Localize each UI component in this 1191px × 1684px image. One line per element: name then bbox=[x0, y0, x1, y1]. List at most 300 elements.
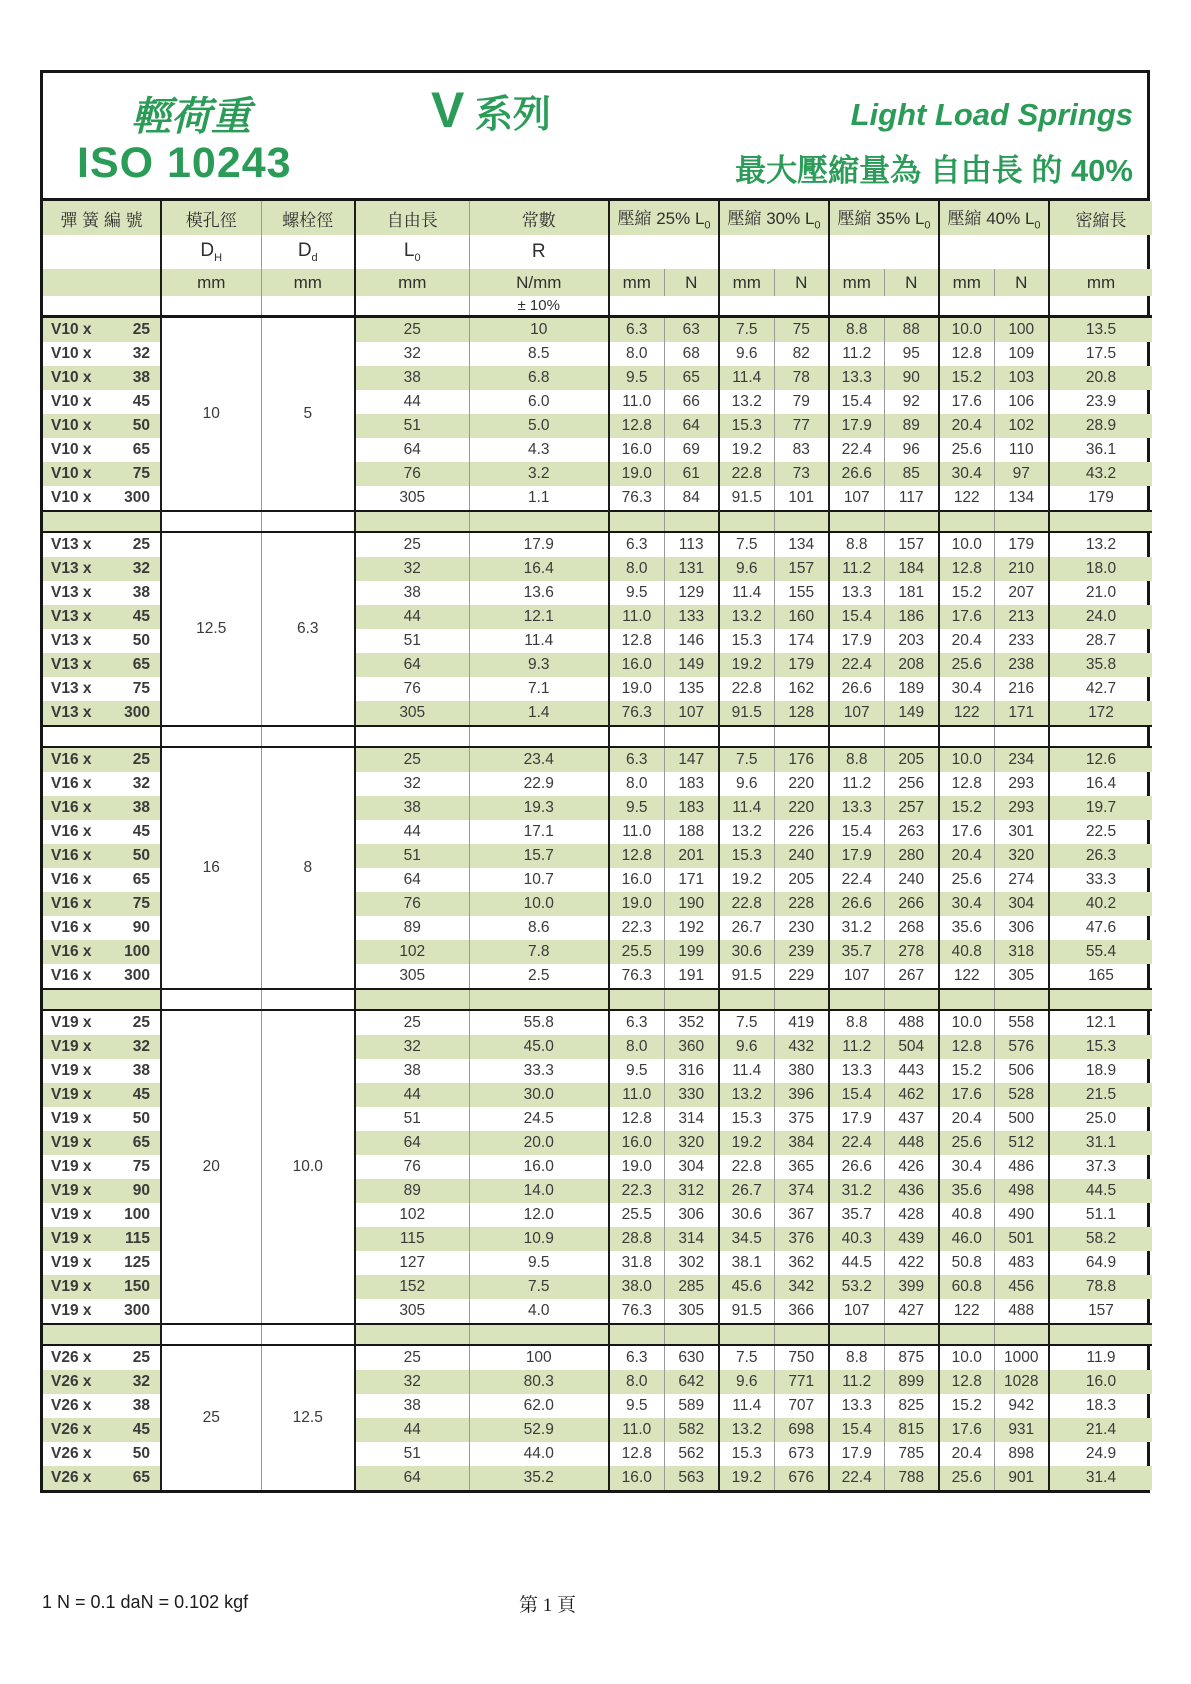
c30-mm: 26.7 bbox=[719, 1179, 774, 1203]
c40-mm: 17.6 bbox=[939, 820, 994, 844]
c30-mm: 13.2 bbox=[719, 1418, 774, 1442]
spring-number-cell bbox=[43, 1394, 161, 1418]
c30-mm: 13.2 bbox=[719, 390, 774, 414]
spring-size: 45 bbox=[132, 823, 150, 840]
c40-n: 490 bbox=[994, 1203, 1049, 1227]
spring-number-cell bbox=[43, 1179, 161, 1203]
rate-value: 5.0 bbox=[469, 414, 609, 438]
symbol-blank bbox=[939, 235, 1049, 269]
c25-n: 147 bbox=[664, 747, 719, 772]
symbol-blank bbox=[719, 235, 829, 269]
rate-value: 100 bbox=[469, 1345, 609, 1370]
c40-n: 456 bbox=[994, 1275, 1049, 1299]
c40-mm: 20.4 bbox=[939, 414, 994, 438]
c30-n: 771 bbox=[774, 1370, 829, 1394]
rate-value: 33.3 bbox=[469, 1059, 609, 1083]
separator-cell bbox=[994, 1324, 1049, 1345]
l0-value: 38 bbox=[355, 1394, 469, 1418]
separator-cell bbox=[939, 1324, 994, 1345]
c35-mm: 107 bbox=[829, 1299, 884, 1324]
c25-n: 66 bbox=[664, 390, 719, 414]
separator-cell bbox=[664, 989, 719, 1010]
l0-value: 38 bbox=[355, 366, 469, 390]
spring-number-cell bbox=[43, 964, 161, 989]
c40-n: 100 bbox=[994, 317, 1049, 343]
symbol-blank bbox=[829, 235, 939, 269]
separator-cell bbox=[43, 989, 161, 1010]
unit-cell: mm bbox=[829, 269, 884, 296]
separator-cell bbox=[261, 511, 355, 532]
c30-mm: 13.2 bbox=[719, 1083, 774, 1107]
spring-prefix: V13 x bbox=[51, 560, 92, 577]
c25-mm: 9.5 bbox=[609, 796, 664, 820]
c35-mm: 53.2 bbox=[829, 1275, 884, 1299]
col-header-compress-25: 壓縮 25% $L_0$ bbox=[609, 201, 719, 235]
c40-n: 898 bbox=[994, 1442, 1049, 1466]
separator-cell bbox=[609, 989, 664, 1010]
col-header-spring-no: 彈 簧 編 號 bbox=[43, 201, 161, 235]
c35-n: 443 bbox=[884, 1059, 939, 1083]
spring-prefix: V16 x bbox=[51, 967, 92, 984]
c25-mm: 12.8 bbox=[609, 1442, 664, 1466]
c35-mm: 13.3 bbox=[829, 1059, 884, 1083]
spring-prefix: V10 x bbox=[51, 345, 92, 362]
c35-n: 280 bbox=[884, 844, 939, 868]
c40-mm: 12.8 bbox=[939, 557, 994, 581]
separator-cell bbox=[161, 1324, 261, 1345]
c35-n: 263 bbox=[884, 820, 939, 844]
spring-number bbox=[43, 1445, 160, 1463]
c30-mm: 19.2 bbox=[719, 653, 774, 677]
c30-mm: 19.2 bbox=[719, 868, 774, 892]
c35-mm: 40.3 bbox=[829, 1227, 884, 1251]
l0-value: 25 bbox=[355, 317, 469, 343]
separator-cell bbox=[1049, 1324, 1152, 1345]
c35-n: 899 bbox=[884, 1370, 939, 1394]
c35-mm: 15.4 bbox=[829, 1083, 884, 1107]
l0-value: 25 bbox=[355, 747, 469, 772]
tolerance-blank bbox=[829, 296, 939, 317]
spring-size: 100 bbox=[124, 943, 150, 960]
l0-value: 89 bbox=[355, 1179, 469, 1203]
spring-size: 300 bbox=[124, 967, 150, 984]
c35-n: 181 bbox=[884, 581, 939, 605]
tolerance-blank bbox=[261, 296, 355, 317]
c25-mm: 6.3 bbox=[609, 532, 664, 557]
c35-n: 428 bbox=[884, 1203, 939, 1227]
spring-number bbox=[43, 369, 160, 387]
spring-size: 38 bbox=[132, 1062, 150, 1079]
spring-number-cell bbox=[43, 1442, 161, 1466]
c30-n: 396 bbox=[774, 1083, 829, 1107]
c30-n: 73 bbox=[774, 462, 829, 486]
c35-mm: 11.2 bbox=[829, 342, 884, 366]
separator-cell bbox=[994, 726, 1049, 747]
separator-cell bbox=[609, 726, 664, 747]
solid-length-value: 55.4 bbox=[1049, 940, 1152, 964]
unit-cell: mm bbox=[355, 269, 469, 296]
spring-number-cell bbox=[43, 1131, 161, 1155]
spring-size: 32 bbox=[132, 1038, 150, 1055]
c40-n: 216 bbox=[994, 677, 1049, 701]
separator-cell bbox=[161, 726, 261, 747]
c25-mm: 9.5 bbox=[609, 366, 664, 390]
solid-length-value: 33.3 bbox=[1085, 871, 1117, 888]
c35-n: 427 bbox=[884, 1299, 939, 1324]
rate-value: 20.0 bbox=[469, 1131, 609, 1155]
spring-prefix: V13 x bbox=[51, 536, 92, 553]
l0-value: 102 bbox=[355, 940, 469, 964]
solid-length-value: 28.9 bbox=[1049, 414, 1152, 438]
c25-n: 191 bbox=[664, 964, 719, 989]
table-row bbox=[43, 1345, 1152, 1370]
c25-n: 188 bbox=[664, 820, 719, 844]
c25-mm: 11.0 bbox=[609, 820, 664, 844]
table-row bbox=[43, 317, 1152, 343]
c25-mm: 38.0 bbox=[609, 1275, 664, 1299]
l0-value: 44 bbox=[355, 390, 469, 414]
rate-value: 80.3 bbox=[469, 1370, 609, 1394]
unit-cell: N bbox=[994, 269, 1049, 296]
c30-mm: 91.5 bbox=[719, 701, 774, 726]
dh-value: 12.5 bbox=[161, 532, 261, 726]
solid-length-value: 24.9 bbox=[1085, 1445, 1117, 1462]
rate-value: 9.3 bbox=[469, 653, 609, 677]
spring-prefix: V19 x bbox=[51, 1206, 92, 1223]
c35-mm: 26.6 bbox=[829, 462, 884, 486]
separator-cell bbox=[1049, 989, 1152, 1010]
c30-mm: 19.2 bbox=[719, 1466, 774, 1490]
rate-value: 6.0 bbox=[469, 390, 609, 414]
c30-mm: 9.6 bbox=[719, 1370, 774, 1394]
c35-mm: 44.5 bbox=[829, 1251, 884, 1275]
c35-mm: 35.7 bbox=[829, 1203, 884, 1227]
c25-mm: 11.0 bbox=[609, 1418, 664, 1442]
c25-mm: 6.3 bbox=[609, 1010, 664, 1035]
rate-value: 10 bbox=[469, 317, 609, 343]
c40-mm: 122 bbox=[939, 1299, 994, 1324]
c25-n: 68 bbox=[664, 342, 719, 366]
c35-mm: 107 bbox=[829, 486, 884, 511]
separator-cell bbox=[664, 726, 719, 747]
c40-mm: 25.6 bbox=[939, 1131, 994, 1155]
c30-mm: 13.2 bbox=[719, 605, 774, 629]
c25-mm: 11.0 bbox=[609, 390, 664, 414]
l0-value: 44 bbox=[355, 1418, 469, 1442]
symbol-blank bbox=[43, 235, 161, 269]
l0-value: 305 bbox=[355, 486, 469, 511]
c25-n: 199 bbox=[664, 940, 719, 964]
c25-n: 320 bbox=[664, 1131, 719, 1155]
spring-number-cell bbox=[43, 1155, 161, 1179]
c25-mm: 9.5 bbox=[609, 581, 664, 605]
separator-cell bbox=[939, 989, 994, 1010]
c35-mm: 31.2 bbox=[829, 916, 884, 940]
l0-value: 89 bbox=[355, 916, 469, 940]
table-row bbox=[43, 747, 1152, 772]
c30-n: 157 bbox=[774, 557, 829, 581]
c30-n: 176 bbox=[774, 747, 829, 772]
c35-mm: 35.7 bbox=[829, 940, 884, 964]
c40-n: 942 bbox=[994, 1394, 1049, 1418]
c40-n: 207 bbox=[994, 581, 1049, 605]
separator-cell bbox=[884, 511, 939, 532]
c35-n: 462 bbox=[884, 1083, 939, 1107]
unit-cell: mm bbox=[1086, 272, 1116, 292]
spring-number-cell bbox=[43, 653, 161, 677]
solid-length-value: 58.2 bbox=[1049, 1227, 1152, 1251]
c40-n: 293 bbox=[994, 772, 1049, 796]
spring-number bbox=[43, 584, 160, 602]
c30-n: 365 bbox=[774, 1155, 829, 1179]
c35-n: 815 bbox=[884, 1418, 939, 1442]
c25-mm: 76.3 bbox=[609, 964, 664, 989]
dh-value: 25 bbox=[161, 1345, 261, 1490]
solid-length-value: 19.7 bbox=[1049, 796, 1152, 820]
c40-mm: 12.8 bbox=[939, 772, 994, 796]
col-header-l0: 自由長 bbox=[355, 201, 469, 235]
c35-mm: 107 bbox=[829, 964, 884, 989]
spring-prefix: V19 x bbox=[51, 1302, 92, 1319]
rate-value: 62.0 bbox=[469, 1394, 609, 1418]
c35-mm: 17.9 bbox=[829, 1107, 884, 1131]
spring-number bbox=[43, 1158, 160, 1176]
spring-prefix: V26 x bbox=[51, 1397, 92, 1414]
iso-standard: ISO 10243 bbox=[77, 139, 292, 187]
rate-value: 55.8 bbox=[469, 1010, 609, 1035]
c40-n: 274 bbox=[994, 868, 1049, 892]
solid-length-value: 13.5 bbox=[1049, 317, 1152, 343]
c30-n: 432 bbox=[774, 1035, 829, 1059]
spring-size: 300 bbox=[124, 1302, 150, 1319]
spring-number-cell bbox=[43, 390, 161, 414]
c25-n: 285 bbox=[664, 1275, 719, 1299]
rate-value: 1.4 bbox=[469, 701, 609, 726]
c25-mm: 8.0 bbox=[609, 557, 664, 581]
c40-n: 210 bbox=[994, 557, 1049, 581]
c30-n: 384 bbox=[774, 1131, 829, 1155]
c40-n: 318 bbox=[994, 940, 1049, 964]
series-letter: V bbox=[431, 82, 465, 138]
spring-prefix: V16 x bbox=[51, 799, 92, 816]
l0-value: 305 bbox=[355, 701, 469, 726]
spring-prefix: V16 x bbox=[51, 943, 92, 960]
solid-length-value: 21.4 bbox=[1049, 1418, 1152, 1442]
c25-n: 190 bbox=[664, 892, 719, 916]
solid-length-value: 20.8 bbox=[1049, 366, 1152, 390]
c40-mm: 50.8 bbox=[939, 1251, 994, 1275]
solid-length-value: 179 bbox=[1088, 489, 1114, 506]
spring-number bbox=[43, 967, 160, 985]
c30-n: 78 bbox=[774, 366, 829, 390]
c30-mm: 11.4 bbox=[719, 1394, 774, 1418]
c35-mm: 15.4 bbox=[829, 605, 884, 629]
spring-size: 50 bbox=[132, 1445, 150, 1462]
symbol-r: R bbox=[469, 235, 609, 269]
c30-mm: 11.4 bbox=[719, 581, 774, 605]
symbol-dh: $D_H$ bbox=[161, 235, 261, 269]
separator-cell bbox=[719, 989, 774, 1010]
c30-mm: 26.7 bbox=[719, 916, 774, 940]
separator-cell bbox=[884, 726, 939, 747]
c40-mm: 35.6 bbox=[939, 916, 994, 940]
rate-value: 7.5 bbox=[469, 1275, 609, 1299]
rate-value: 30.0 bbox=[469, 1083, 609, 1107]
solid-length-value: 31.1 bbox=[1049, 1131, 1152, 1155]
separator-cell bbox=[43, 511, 161, 532]
dh-value: 20 bbox=[161, 1010, 261, 1324]
c30-n: 673 bbox=[774, 1442, 829, 1466]
c25-n: 316 bbox=[664, 1059, 719, 1083]
unit-cell: mm bbox=[161, 269, 261, 296]
solid-length-value: 17.5 bbox=[1085, 345, 1117, 362]
spring-number bbox=[43, 943, 160, 961]
spring-number bbox=[43, 1469, 160, 1487]
c40-n: 320 bbox=[994, 844, 1049, 868]
c40-n: 528 bbox=[994, 1083, 1049, 1107]
unit-cell bbox=[43, 269, 161, 296]
col-header-compress-30: 壓縮 30% $L_0$ bbox=[719, 201, 829, 235]
spring-size: 65 bbox=[132, 441, 150, 458]
spring-prefix: V26 x bbox=[51, 1373, 92, 1390]
c30-mm: 9.6 bbox=[719, 557, 774, 581]
spring-number-cell bbox=[43, 1227, 161, 1251]
spring-number bbox=[43, 417, 160, 435]
rate-value: 35.2 bbox=[469, 1466, 609, 1490]
l0-value: 115 bbox=[355, 1227, 469, 1251]
rate-value: 2.5 bbox=[469, 964, 609, 989]
spring-number bbox=[43, 775, 160, 793]
c30-n: 342 bbox=[774, 1275, 829, 1299]
unit-cell: N/mm bbox=[469, 269, 609, 296]
solid-length-value: 18.3 bbox=[1085, 1397, 1117, 1414]
spring-number bbox=[43, 680, 160, 698]
c40-n: 213 bbox=[994, 605, 1049, 629]
spring-prefix: V16 x bbox=[51, 823, 92, 840]
c25-n: 133 bbox=[664, 605, 719, 629]
c25-mm: 11.0 bbox=[609, 605, 664, 629]
spring-number bbox=[43, 1110, 160, 1128]
spring-number bbox=[43, 656, 160, 674]
rate-value: 19.3 bbox=[469, 796, 609, 820]
l0-value: 64 bbox=[355, 438, 469, 462]
separator-cell bbox=[774, 511, 829, 532]
l0-value: 64 bbox=[355, 868, 469, 892]
c35-n: 504 bbox=[884, 1035, 939, 1059]
rate-value: 11.4 bbox=[469, 629, 609, 653]
col-header-compress-40: 壓縮 40% $L_0$ bbox=[939, 201, 1049, 235]
c30-mm: 30.6 bbox=[719, 940, 774, 964]
rate-value: 16.0 bbox=[469, 1155, 609, 1179]
spring-number bbox=[43, 1086, 160, 1104]
l0-value: 32 bbox=[355, 1035, 469, 1059]
l0-value: 44 bbox=[355, 820, 469, 844]
c35-n: 184 bbox=[884, 557, 939, 581]
l0-value: 305 bbox=[355, 1299, 469, 1324]
c40-mm: 40.8 bbox=[939, 940, 994, 964]
spring-number-cell bbox=[43, 916, 161, 940]
c25-n: 582 bbox=[664, 1418, 719, 1442]
c30-mm: 22.8 bbox=[719, 677, 774, 701]
c25-n: 61 bbox=[664, 462, 719, 486]
series-title bbox=[431, 81, 551, 139]
solid-length-value: 16.0 bbox=[1049, 1370, 1152, 1394]
c25-mm: 16.0 bbox=[609, 438, 664, 462]
c25-n: 171 bbox=[664, 868, 719, 892]
c25-n: 183 bbox=[664, 796, 719, 820]
spring-prefix: V13 x bbox=[51, 584, 92, 601]
c30-mm: 11.4 bbox=[719, 1059, 774, 1083]
c25-mm: 19.0 bbox=[609, 892, 664, 916]
solid-length-value: 26.3 bbox=[1049, 844, 1152, 868]
solid-length-value: 18.9 bbox=[1085, 1062, 1117, 1079]
rate-value: 9.5 bbox=[469, 1251, 609, 1275]
separator-cell bbox=[469, 989, 609, 1010]
c30-n: 374 bbox=[774, 1179, 829, 1203]
c40-mm: 17.6 bbox=[939, 390, 994, 414]
solid-length-value: 40.2 bbox=[1049, 892, 1152, 916]
spring-number-cell bbox=[43, 1059, 161, 1083]
spring-number-cell bbox=[43, 342, 161, 366]
c35-mm: 22.4 bbox=[829, 653, 884, 677]
spring-prefix: V26 x bbox=[51, 1421, 92, 1438]
c35-mm: 107 bbox=[829, 701, 884, 726]
spring-number bbox=[43, 847, 160, 865]
separator-cell bbox=[664, 511, 719, 532]
separator-cell bbox=[609, 511, 664, 532]
spring-number bbox=[43, 1182, 160, 1200]
spring-number-cell bbox=[43, 557, 161, 581]
c40-n: 293 bbox=[994, 796, 1049, 820]
c35-mm: 26.6 bbox=[829, 1155, 884, 1179]
c25-mm: 8.0 bbox=[609, 342, 664, 366]
c35-n: 825 bbox=[884, 1394, 939, 1418]
c30-n: 160 bbox=[774, 605, 829, 629]
c25-n: 312 bbox=[664, 1179, 719, 1203]
spring-prefix: V19 x bbox=[51, 1254, 92, 1271]
c30-mm: 7.5 bbox=[719, 1345, 774, 1370]
c30-n: 750 bbox=[774, 1345, 829, 1370]
solid-length-value: 165 bbox=[1088, 967, 1114, 984]
spring-size: 32 bbox=[132, 560, 150, 577]
c40-mm: 17.6 bbox=[939, 1083, 994, 1107]
solid-length-value: 43.2 bbox=[1049, 462, 1152, 486]
separator-cell bbox=[355, 726, 469, 747]
spring-number-cell bbox=[43, 1418, 161, 1442]
solid-length-value: 47.6 bbox=[1085, 919, 1117, 936]
spring-number-cell bbox=[43, 1035, 161, 1059]
symbol-blank bbox=[609, 235, 719, 269]
c25-n: 589 bbox=[664, 1394, 719, 1418]
c35-mm: 17.9 bbox=[829, 629, 884, 653]
l0-value: 51 bbox=[355, 844, 469, 868]
rate-value: 7.8 bbox=[469, 940, 609, 964]
solid-length-value: 64.9 bbox=[1085, 1254, 1117, 1271]
rate-value: 24.5 bbox=[469, 1107, 609, 1131]
l0-value: 64 bbox=[355, 1131, 469, 1155]
c25-mm: 28.8 bbox=[609, 1227, 664, 1251]
spring-number bbox=[43, 1062, 160, 1080]
c40-mm: 46.0 bbox=[939, 1227, 994, 1251]
spring-size: 32 bbox=[132, 1373, 150, 1390]
symbol-blank bbox=[1049, 235, 1152, 269]
spring-number-cell bbox=[43, 747, 161, 772]
unit-cell: mm bbox=[609, 269, 664, 296]
c25-mm: 16.0 bbox=[609, 1466, 664, 1490]
rate-value: 3.2 bbox=[469, 462, 609, 486]
l0-value: 64 bbox=[355, 1466, 469, 1490]
c35-n: 267 bbox=[884, 964, 939, 989]
